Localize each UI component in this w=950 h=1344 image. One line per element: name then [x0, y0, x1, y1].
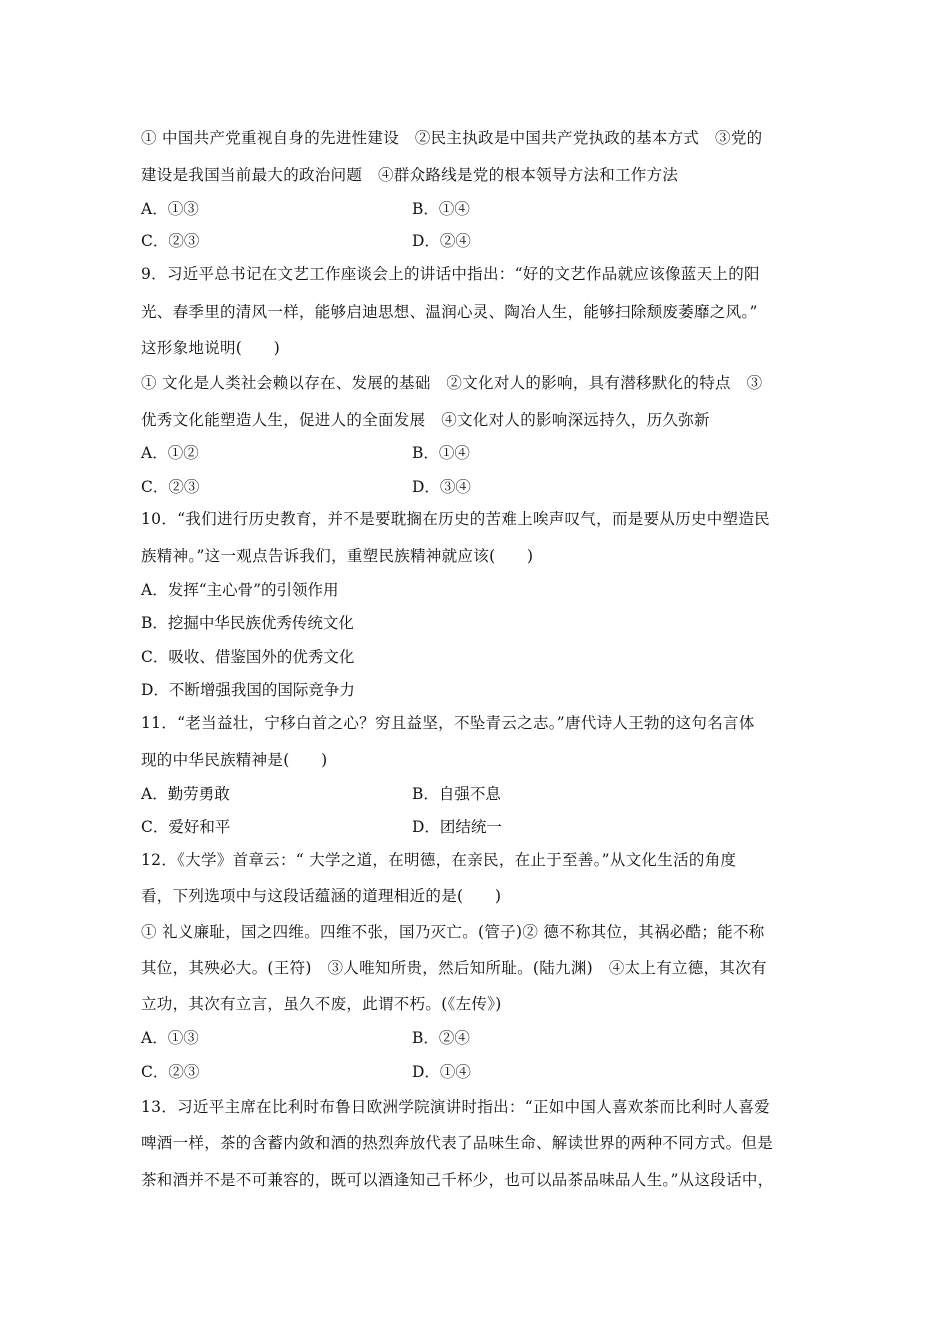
q12-statement-line-2: 其位，其殃必大。(王符) ③人唯知所贵，然后知所耻。(陆九渊) ④太上有立德，其次有 [141, 959, 767, 977]
q13-stem-line-1: 13．习近平主席在比利时布鲁日欧洲学院演讲时指出：“正如中国人喜欢茶而比利时人喜爱 [141, 1098, 770, 1116]
q9-stem-line-1: 9．习近平总书记在文艺工作座谈会上的讲话中指出：“好的文艺作品就应该像蓝天上的阳 [141, 265, 760, 283]
q10-option-b: B．挖掘中华民族优秀传统文化 [141, 614, 354, 632]
q9-option-d: D．③④ [412, 478, 471, 496]
q11-stem-line-1: 11．“老当益壮，宁移白首之心？穷且益坚，不坠青云之志。”唐代诗人王勃的这句名言体 [141, 714, 755, 732]
q10-stem-line-1: 10．“我们进行历史教育，并不是要耽搁在历史的苦难上唉声叹气，而是要从历史中塑造民 [141, 510, 770, 528]
q8-option-c: C．②③ [141, 232, 200, 250]
q9-statement-line-1: ① 文化是人类社会赖以存在、发展的基础 ②文化对人的影响，具有潜移默化的特点 ③ [141, 374, 763, 392]
q10-option-d: D．不断增强我国的国际竞争力 [141, 681, 355, 699]
q12-statement-line-3: 立功，其次有立言，虽久不废，此谓不朽。(《左传》) [141, 995, 502, 1013]
q12-option-c: C．②③ [141, 1063, 200, 1081]
q10-option-a: A．发挥“主心骨”的引领作用 [141, 581, 339, 599]
q9-option-a: A．①② [141, 444, 199, 462]
q13-stem-line-2: 啤酒一样，茶的含蓄内敛和酒的热烈奔放代表了品味生命、解读世界的两种不同方式。但是 [141, 1134, 774, 1152]
q9-stem-line-3: 这形象地说明( ) [141, 339, 281, 357]
q12-statement-line-1: ① 礼义廉耻，国之四维。四维不张，国乃灭亡。(管子)② 德不称其位，其祸必酷；能不称 [141, 923, 765, 941]
q12-option-a: A．①③ [141, 1029, 199, 1047]
q8-statement-line-2: 建设是我国当前最大的政治问题 ④群众路线是党的根本领导方法和工作方法 [141, 166, 679, 184]
q11-stem-line-2: 现的中华民族精神是( ) [141, 751, 328, 769]
q10-stem-line-2: 族精神。”这一观点告诉我们，重塑民族精神就应该( ) [141, 547, 534, 565]
q12-option-b: B．②④ [412, 1029, 470, 1047]
q9-option-c: C．②③ [141, 478, 200, 496]
q8-option-b: B．①④ [412, 200, 470, 218]
q12-stem-line-1: 12．《大学》首章云：“ 大学之道，在明德，在亲民，在止于至善。”从文化生活的角度 [141, 851, 737, 869]
q9-statement-line-2: 优秀文化能塑造人生，促进人的全面发展 ④文化对人的影响深远持久，历久弥新 [141, 411, 710, 429]
q11-option-c: C．爱好和平 [141, 818, 231, 836]
q12-stem-line-2: 看，下列选项中与这段话蕴涵的道理相近的是( ) [141, 887, 502, 905]
q11-option-a: A．勤劳勇敢 [141, 785, 230, 803]
q12-option-d: D．①④ [412, 1063, 471, 1081]
q8-statement-line-1: ① 中国共产党重视自身的先进性建设 ②民主执政是中国共产党执政的基本方式 ③党的 [141, 129, 763, 147]
q13-stem-line-3: 茶和酒并不是不可兼容的，既可以酒逢知己千杯少，也可以品茶品味品人生。”从这段话中， [141, 1171, 774, 1189]
q8-option-a: A．①③ [141, 200, 199, 218]
q11-option-d: D．团结统一 [412, 818, 502, 836]
q11-option-b: B．自强不息 [412, 785, 501, 803]
q9-option-b: B．①④ [412, 444, 470, 462]
q10-option-c: C．吸收、借鉴国外的优秀文化 [141, 648, 355, 666]
q8-option-d: D．②④ [412, 232, 471, 250]
q9-stem-line-2: 光、春季里的清风一样，能够启迪思想、温润心灵、陶冶人生，能够扫除颓废萎靡之风。” [141, 303, 758, 321]
